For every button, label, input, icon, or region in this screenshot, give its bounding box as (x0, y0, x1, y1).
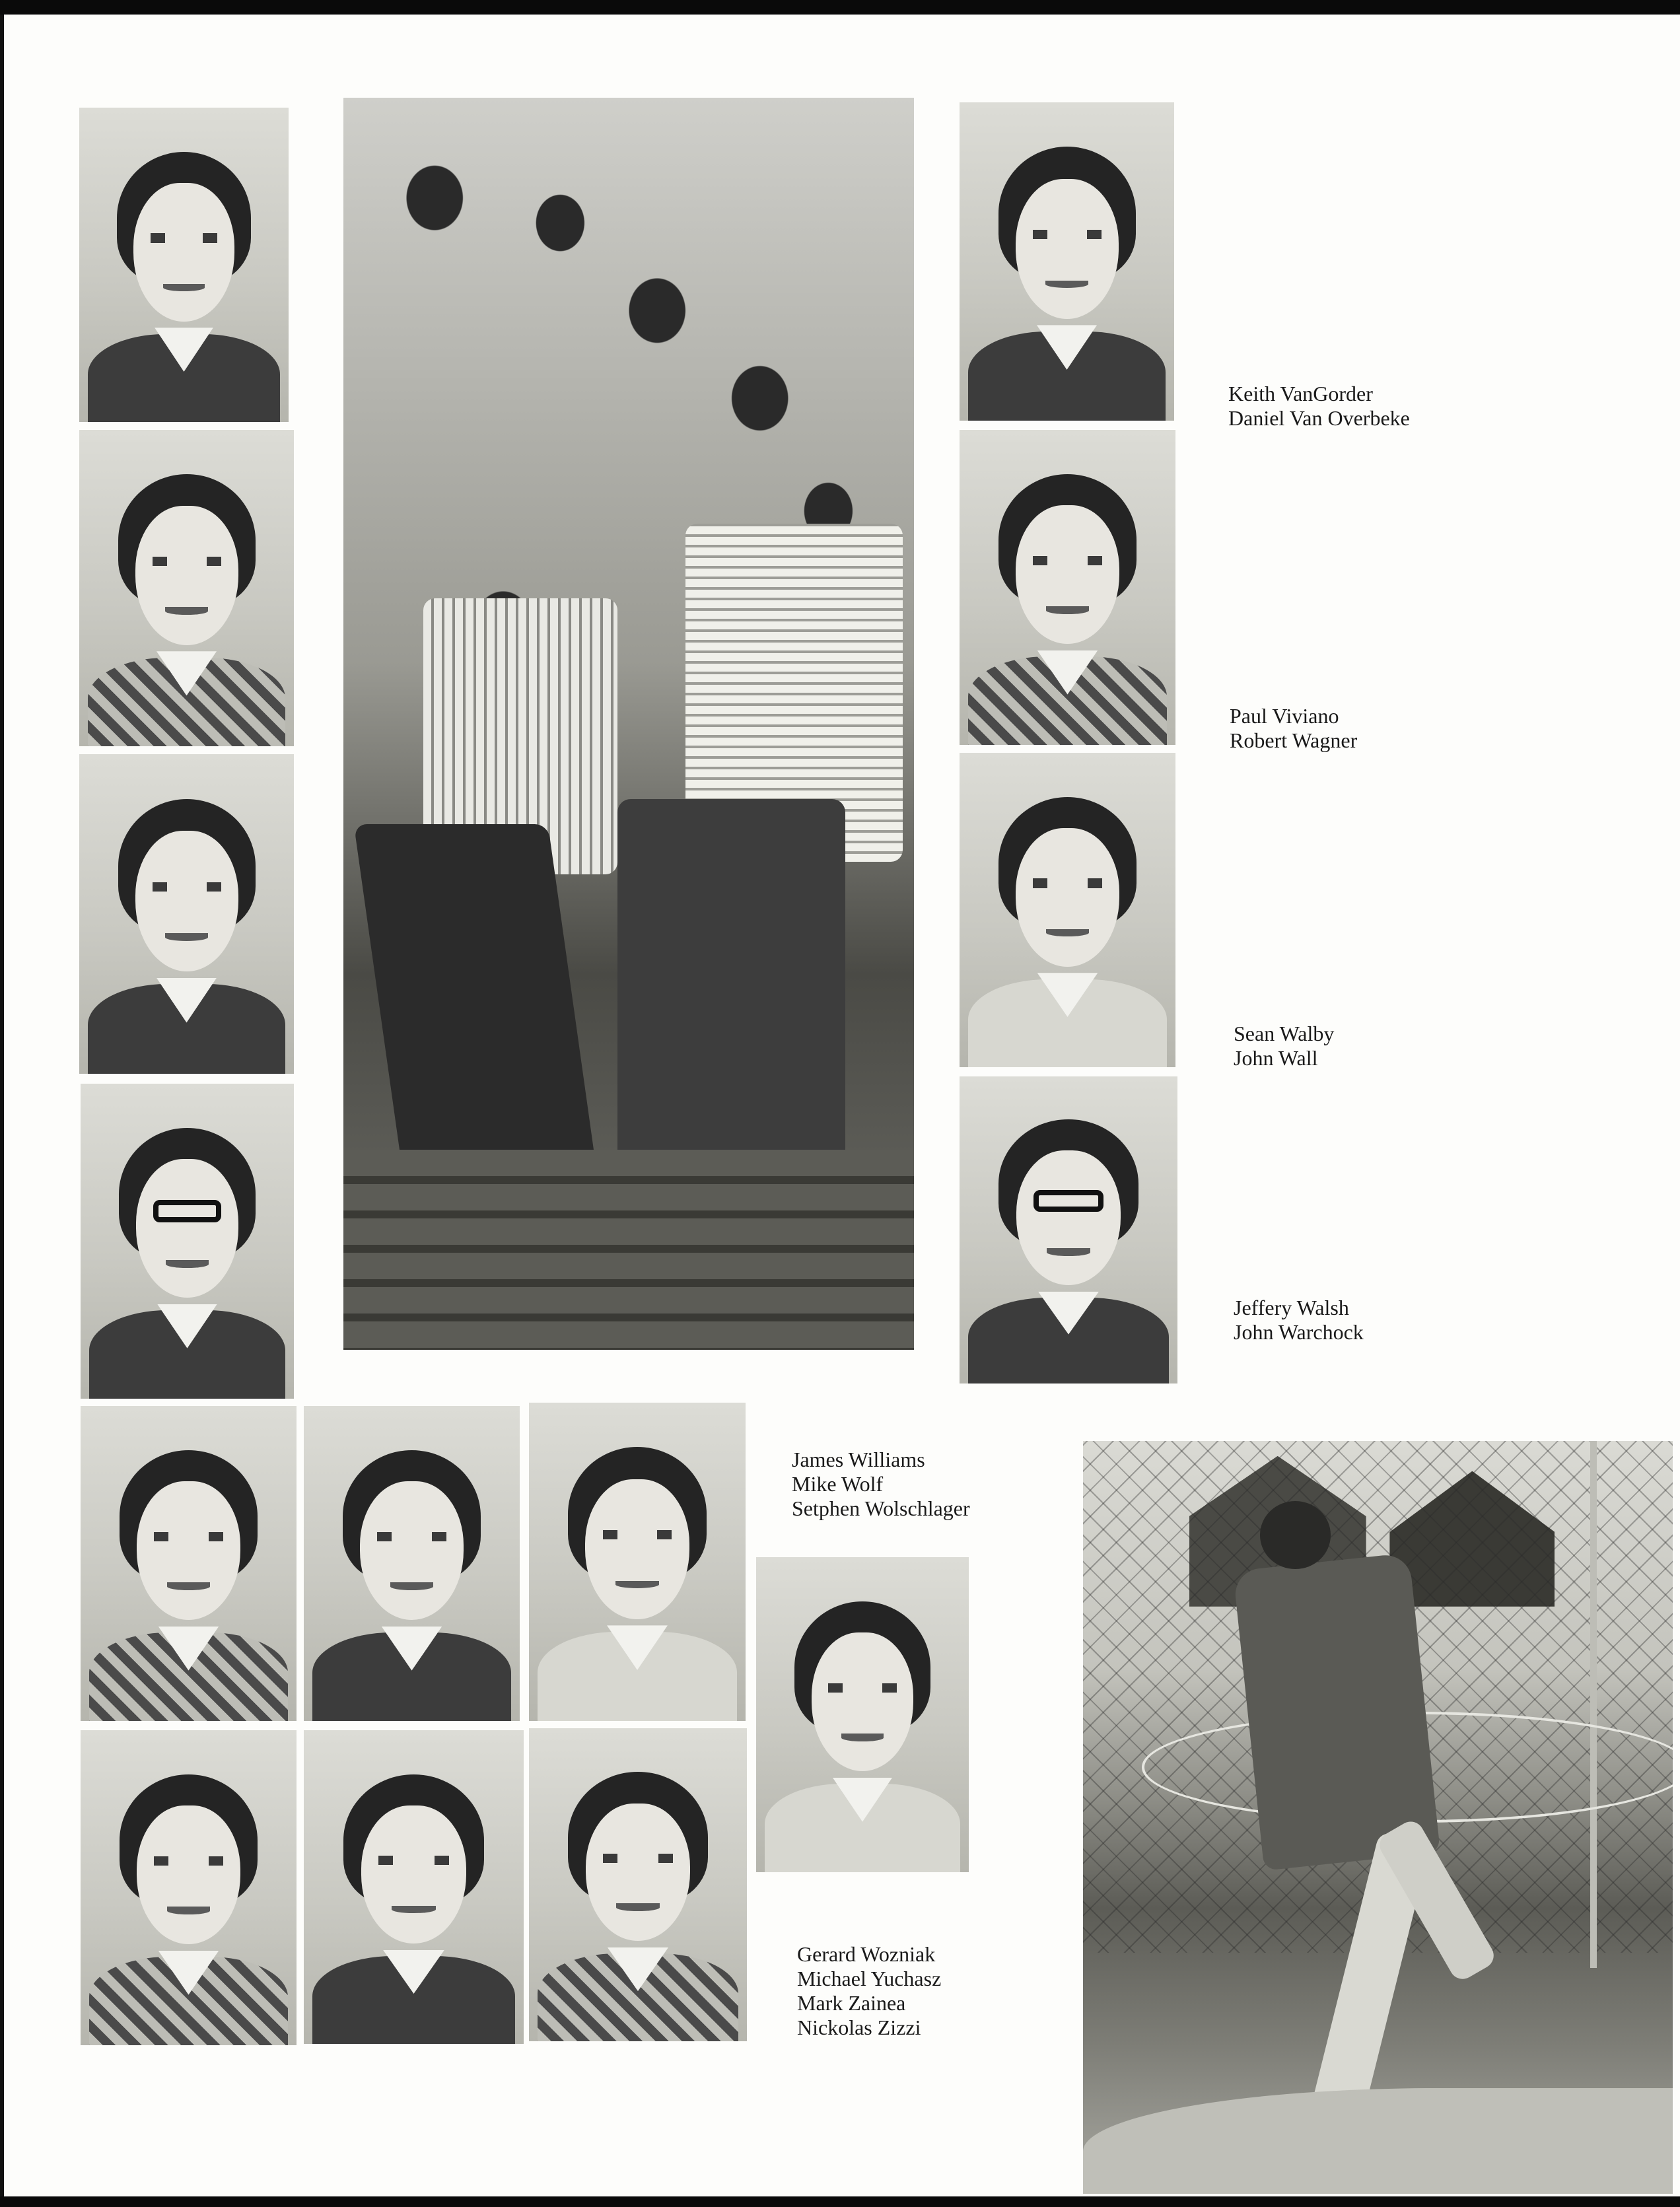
caption-names (792, 1448, 970, 1521)
portrait-photo (81, 1730, 297, 2045)
student-name: Robert Wagner (1230, 728, 1358, 752)
scan-top-border (0, 0, 1680, 15)
student-name: James Williams (792, 1448, 925, 1471)
portrait-photo (960, 753, 1175, 1067)
student-name: Paul Viviano (1230, 704, 1339, 728)
portrait-photo (960, 102, 1174, 421)
candid-crowd-photo (343, 98, 914, 1350)
portrait-photo (304, 1406, 520, 1721)
portrait-photo (81, 1084, 294, 1399)
caption-names (1228, 382, 1410, 431)
portrait-photo (529, 1728, 747, 2041)
portrait-photo (960, 1076, 1177, 1384)
caption-names (1234, 1022, 1334, 1070)
student-name: Nickolas Zizzi (797, 2015, 921, 2039)
portrait-photo (304, 1730, 524, 2044)
student-name: Sean Walby (1234, 1022, 1335, 1045)
scan-left-edge (0, 15, 4, 2196)
student-name: John Warchock (1234, 1320, 1364, 1344)
student-name: Jeffery Walsh (1234, 1296, 1349, 1319)
caption-names (1230, 704, 1357, 753)
portrait-photo (81, 1406, 297, 1721)
student-name: Daniel Van Overbeke (1228, 406, 1410, 430)
scan-bottom-border (0, 2196, 1680, 2207)
student-name: John Wall (1234, 1046, 1318, 1070)
caption-names (797, 1942, 941, 2040)
student-name: Keith VanGorder (1228, 382, 1373, 405)
portrait-photo (79, 754, 294, 1074)
student-name: Mike Wolf (792, 1472, 884, 1496)
student-name: Gerard Wozniak (797, 1942, 936, 1966)
portrait-photo (960, 430, 1175, 745)
student-name: Mark Zainea (797, 1991, 906, 2015)
portrait-photo (529, 1403, 746, 1721)
candid-track-photo (1083, 1441, 1673, 2194)
student-name: Setphen Wolschlager (792, 1496, 970, 1520)
student-name: Michael Yuchasz (797, 1967, 942, 1990)
portrait-photo (79, 430, 294, 746)
portrait-photo (79, 108, 289, 422)
portrait-photo (756, 1557, 969, 1872)
caption-names (1234, 1296, 1364, 1345)
